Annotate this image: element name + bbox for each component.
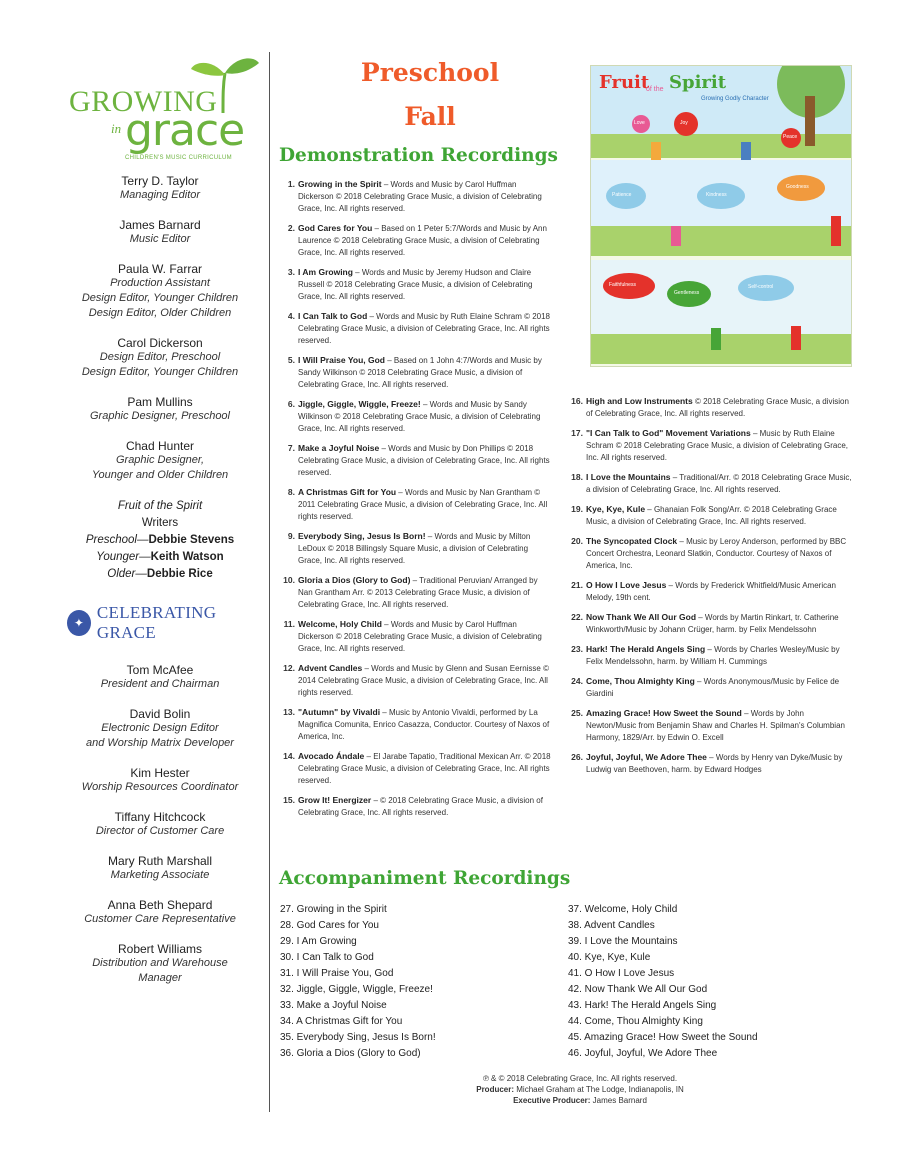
- accompaniment-item: 40. Kye, Kye, Kule: [568, 952, 651, 963]
- track-title: Avocado Ándale: [298, 751, 365, 761]
- accompaniment-item: 46. Joyful, Joyful, We Adore Thee: [568, 1048, 718, 1059]
- column-divider: [269, 52, 270, 1112]
- writer-name: Keith Watson: [150, 551, 224, 563]
- staff-role: Design Editor, Younger Children: [81, 366, 239, 378]
- track-item: [567, 707, 852, 744]
- track-title: I Am Growing: [298, 267, 353, 277]
- track-item: [279, 750, 551, 787]
- track-credit: – Music by Leroy Anderson, performed by BBC Concert Orchestra, Leonard Slatkin, Conductor. Courtesy of Naxos of America, Inc.: [586, 537, 847, 570]
- track-number: 3.: [287, 267, 295, 277]
- demo-recordings-heading: Demonstration Recordings: [279, 145, 558, 166]
- staff-role: Worship Resources Coordinator: [81, 781, 239, 793]
- cover-title-spirit: Spirit: [669, 72, 727, 93]
- cover-title-fruit: Fruit: [599, 72, 650, 93]
- track-title: Advent Candles: [298, 663, 363, 673]
- staff-name: Chad Hunter: [125, 439, 195, 453]
- writer-label: Younger—: [96, 551, 151, 563]
- writers-line2: Writers: [141, 517, 179, 529]
- writer-label: Older—: [107, 568, 147, 580]
- track-body: [586, 503, 852, 528]
- cover-bubble-self-control: Self-control: [748, 284, 774, 290]
- staff-role: Production Assistant: [110, 277, 210, 289]
- track-body: [298, 354, 551, 391]
- staff-entry: [55, 854, 265, 883]
- track-body: [298, 530, 551, 567]
- track-number: 11.: [283, 619, 295, 629]
- accompaniment-item: 34. A Christmas Gift for You: [280, 1016, 403, 1027]
- staff-entry: [55, 766, 265, 795]
- staff-name: James Barnard: [119, 218, 201, 232]
- track-body: [298, 794, 551, 819]
- cover-bubble-love: Love: [634, 120, 645, 126]
- track-item: [279, 618, 551, 655]
- staff-entry: [55, 898, 265, 927]
- track-item: [567, 395, 852, 420]
- track-title: Hark! The Herald Angels Sing: [586, 644, 706, 654]
- track-title: The Syncopated Clock: [586, 536, 678, 546]
- track-item: [567, 503, 852, 528]
- track-credit: – El Jarabe Tapatio, Traditional Mexican Arr. © 2018 Celebrating Grace Music, a division of Celebrating Grace, Inc. All rights reserved.: [298, 752, 551, 785]
- staff-name: Kim Hester: [130, 766, 190, 780]
- track-credit: – Words and Music by Milton LeDoux © 2018 Billingsly Square Music, a division of Celebrating Grace, Inc. All rights reserved.: [298, 532, 531, 565]
- accompaniment-item: 32. Jiggle, Giggle, Wiggle, Freeze!: [280, 984, 433, 995]
- track-number: 24.: [571, 676, 583, 686]
- track-number: 4.: [287, 311, 295, 321]
- staff-role: Director of Customer Care: [95, 825, 225, 837]
- staff-role: President and Chairman: [100, 678, 220, 690]
- staff-role: Graphic Designer, Preschool: [89, 410, 230, 422]
- track-body: [586, 611, 852, 636]
- track-item: [279, 222, 551, 259]
- writer-name: Debbie Rice: [146, 568, 213, 580]
- track-number: 5.: [287, 355, 295, 365]
- track-number: 14.: [283, 751, 295, 761]
- track-title: Welcome, Holy Child: [298, 619, 382, 629]
- track-item: [279, 574, 551, 611]
- track-item: [279, 530, 551, 567]
- staff-entry: [55, 663, 265, 692]
- track-credit: – Words by Martin Rinkart, tr. Catherine Winkworth/Music by Johann Crüger, harm. by Felix Mendelssohn: [586, 613, 839, 634]
- track-number: 9.: [287, 531, 295, 541]
- track-item: [279, 794, 551, 819]
- cover-bubble-goodness: Goodness: [786, 184, 809, 190]
- staff-sidebar: [55, 55, 265, 1001]
- staff-entry: [55, 810, 265, 839]
- cover-title-of-the: of the: [646, 86, 664, 93]
- track-title: Now Thank We All Our God: [586, 612, 697, 622]
- track-body: [298, 398, 551, 435]
- writer-name: Debbie Stevens: [148, 534, 235, 546]
- staff-entry: [55, 336, 265, 380]
- track-title: O How I Love Jesus: [586, 580, 667, 590]
- staff-name: Anna Beth Shepard: [107, 898, 213, 912]
- track-body: [298, 486, 551, 523]
- acc-list-right: [568, 902, 848, 1062]
- track-credit: – Words and Music by Ruth Elaine Schram © 2018 Celebrating Grace Music, a division of Celebrating Grace, Inc. All rights reserved.: [298, 312, 550, 345]
- accompaniment-item: 39. I Love the Mountains: [568, 936, 678, 947]
- cover-bubble-patience: Patience: [612, 192, 632, 198]
- track-item: [567, 751, 852, 776]
- celebrating-grace-wordmark: CELEBRATING GRACE: [96, 603, 217, 642]
- track-credit: – Ghanaian Folk Song/Arr. © 2018 Celebrating Grace Music, a division of Celebrating Grace, Inc. All rights reserved.: [586, 505, 837, 526]
- staff-name: Paula W. Farrar: [117, 262, 203, 276]
- track-item: [279, 266, 551, 303]
- track-number: 15.: [283, 795, 295, 805]
- track-number: 2.: [287, 223, 295, 233]
- writer-label: Preschool—: [85, 534, 149, 546]
- staff-entry: [55, 218, 265, 247]
- track-item: [567, 579, 852, 604]
- track-title: Make a Joyful Noise: [298, 443, 380, 453]
- writer-row: [55, 532, 265, 549]
- track-title: Jiggle, Giggle, Wiggle, Freeze!: [298, 399, 421, 409]
- footer-producer: Michael Graham at The Lodge, Indianapolis, IN: [514, 1085, 684, 1094]
- staff-role: Music Editor: [129, 233, 191, 245]
- celebrating-grace-logo: [67, 603, 265, 643]
- track-body: [298, 662, 551, 699]
- footer-producer-label: Producer:: [476, 1085, 515, 1094]
- track-body: [586, 471, 852, 496]
- celebrating-grace-seal-icon: ✦: [67, 610, 91, 636]
- track-body: [586, 675, 852, 700]
- footer-exec-label: Executive Producer:: [513, 1096, 591, 1105]
- track-title: Everybody Sing, Jesus Is Born!: [298, 531, 426, 541]
- staff-role: Managing Editor: [119, 189, 201, 201]
- track-credit: – Words and Music by Sandy Wilkinson © 2018 Celebrating Grace Music, a division of Celebrating Grace, Inc. All rights reserved.: [298, 400, 541, 433]
- staff-role: Customer Care Representative: [84, 913, 236, 925]
- track-body: [586, 579, 852, 604]
- track-item: [279, 706, 551, 743]
- track-body: [298, 618, 551, 655]
- staff-name: Pam Mullins: [127, 395, 193, 409]
- accompaniment-item: 37. Welcome, Holy Child: [568, 904, 678, 915]
- staff-list-top: [55, 174, 265, 483]
- staff-entry: [55, 262, 265, 321]
- track-item: [567, 643, 852, 668]
- staff-role: Electronic Design Editor: [101, 722, 219, 734]
- track-number: 12.: [283, 663, 295, 673]
- footer-credits: [380, 1073, 780, 1106]
- logo-tagline: CHILDREN'S MUSIC CURRICULUM: [125, 155, 232, 161]
- track-item: [279, 486, 551, 523]
- acc-list-left: [280, 902, 550, 1062]
- track-title: Grow It! Energizer: [298, 795, 372, 805]
- writer-row: [55, 549, 265, 566]
- writers-line1: Fruit of the Spirit: [117, 500, 203, 512]
- writers-block: [55, 498, 265, 583]
- track-credit: – Words and Music by Glenn and Susan Eernisse © 2014 Celebrating Grace Music, a division of Celebrating Grace, Inc. All rights reserved.: [298, 664, 549, 697]
- page-title-preschool: Preschool: [360, 58, 500, 87]
- staff-role: Manager: [138, 972, 182, 984]
- staff-role: Marketing Associate: [110, 869, 210, 881]
- track-number: 1.: [287, 179, 295, 189]
- track-title: Gloria a Dios (Glory to God): [298, 575, 411, 585]
- logo-grace: grace: [125, 105, 245, 156]
- track-body: [298, 442, 551, 479]
- track-title: High and Low Instruments: [586, 396, 693, 406]
- track-credit: – Based on 1 John 4:7/Words and Music by Sandy Wilkinson © 2018 Celebrating Grace Music, a division of Celebrating Grace, Inc. All rights reserved.: [298, 356, 542, 389]
- staff-entry: [55, 439, 265, 483]
- track-title: God Cares for You: [298, 223, 373, 233]
- track-number: 17.: [571, 428, 583, 438]
- track-number: 6.: [287, 399, 295, 409]
- track-body: [298, 750, 551, 787]
- staff-role: Design Editor, Younger Children: [81, 292, 239, 304]
- track-body: [586, 643, 852, 668]
- track-credit: – Words by Charles Wesley/Music by Felix Mendelssohn, harm. by William H. Cummings: [586, 645, 840, 666]
- accompaniment-item: 38. Advent Candles: [568, 920, 655, 931]
- staff-name: Tom McAfee: [126, 663, 194, 677]
- staff-role: Graphic Designer,: [115, 454, 205, 466]
- track-number: 19.: [571, 504, 583, 514]
- track-number: 18.: [571, 472, 583, 482]
- fruit-of-the-spirit-cover: [590, 65, 852, 367]
- track-credit: – Words and Music by Nan Grantham © 2011 Celebrating Grace Music, a division of Celebrating Grace, Inc. All rights reserved.: [298, 488, 548, 521]
- track-number: 26.: [571, 752, 583, 762]
- track-number: 21.: [571, 580, 583, 590]
- accompaniment-item: 28. God Cares for You: [280, 920, 379, 931]
- track-number: 23.: [571, 644, 583, 654]
- track-body: [298, 310, 551, 347]
- track-credit: – © 2018 Celebrating Grace Music, a division of Celebrating Grace, Inc. All rights reserved.: [298, 796, 543, 817]
- track-item: [567, 427, 852, 464]
- accompaniment-item: 33. Make a Joyful Noise: [280, 1000, 387, 1011]
- track-body: [586, 395, 852, 420]
- track-item: [279, 662, 551, 699]
- track-number: 22.: [571, 612, 583, 622]
- cover-bubble-peace: Peace: [783, 134, 798, 140]
- staff-name: Robert Williams: [117, 942, 202, 956]
- accompaniment-item: 35. Everybody Sing, Jesus Is Born!: [280, 1032, 436, 1043]
- track-number: 10.: [283, 575, 295, 585]
- demo-list-right: [567, 395, 852, 783]
- staff-role: Distribution and Warehouse: [92, 957, 228, 969]
- logo-in: in: [111, 121, 122, 136]
- page-title-fall: Fall: [404, 102, 456, 131]
- cover-bubble-faithfulness: Faithfulness: [609, 282, 636, 288]
- track-number: 25.: [571, 708, 583, 718]
- track-body: [298, 178, 551, 215]
- track-item: [279, 442, 551, 479]
- cover-bubble-gentleness: Gentleness: [674, 290, 700, 296]
- track-body: [298, 706, 551, 743]
- track-title: Amazing Grace! How Sweet the Sound: [586, 708, 742, 718]
- track-credit: – Based on 1 Peter 5:7/Words and Music by Ann Laurence © 2018 Celebrating Grace Music, a division of Celebrating Grace, Inc. All rights reserved.: [298, 224, 547, 257]
- track-title: Kye, Kye, Kule: [586, 504, 646, 514]
- track-credit: – Music by Ruth Elaine Schram © 2018 Celebrating Grace Music, a division of Celebrating Grace, Inc. All rights reserved.: [586, 429, 849, 462]
- track-item: [279, 354, 551, 391]
- accompaniment-item: 30. I Can Talk to God: [280, 952, 374, 963]
- track-credit: © 2018 Celebrating Grace Music, a division of Celebrating Grace, Inc. All rights reserved.: [586, 397, 849, 418]
- accompaniment-item: 36. Gloria a Dios (Glory to God): [280, 1048, 421, 1059]
- track-body: [586, 751, 852, 776]
- accompaniment-recordings-heading: Accompaniment Recordings: [279, 868, 571, 889]
- staff-name: David Bolin: [129, 707, 191, 721]
- cover-bubble-joy: Joy: [680, 120, 688, 126]
- track-credit: – Words and Music by Carol Huffman Dickerson © 2018 Celebrating Grace Music, a division of Celebrating Grace, Inc. All rights reserved.: [298, 620, 542, 653]
- track-credit: – Words by Frederick Whitfield/Music American Melody, 19th cent.: [586, 581, 836, 602]
- staff-list-bottom: [55, 663, 265, 986]
- track-credit: – Traditional/Arr. © 2018 Celebrating Grace Music, a division of Celebrating Grace, Inc. All rights reserved.: [586, 473, 852, 494]
- staff-role: and Worship Matrix Developer: [86, 737, 234, 749]
- track-item: [567, 611, 852, 636]
- track-title: A Christmas Gift for You: [298, 487, 397, 497]
- track-title: Come, Thou Almighty King: [586, 676, 695, 686]
- staff-name: Tiffany Hitchcock: [114, 810, 206, 824]
- track-body: [298, 266, 551, 303]
- accompaniment-item: 45. Amazing Grace! How Sweet the Sound: [568, 1032, 758, 1043]
- accompaniment-item: 43. Hark! The Herald Angels Sing: [568, 1000, 717, 1011]
- track-title: Joyful, Joyful, We Adore Thee: [586, 752, 707, 762]
- staff-role: Younger and Older Children: [91, 469, 229, 481]
- track-title: "I Can Talk to God" Movement Variations: [586, 428, 751, 438]
- staff-name: Mary Ruth Marshall: [107, 854, 213, 868]
- track-title: I Will Praise You, God: [298, 355, 385, 365]
- track-number: 20.: [571, 536, 583, 546]
- track-title: I Can Talk to God: [298, 311, 368, 321]
- staff-entry: [55, 395, 265, 424]
- track-body: [298, 574, 551, 611]
- footer-exec: James Barnard: [590, 1096, 647, 1105]
- accompaniment-item: 42. Now Thank We All Our God: [568, 984, 708, 995]
- track-title: "Autumn" by Vivaldi: [298, 707, 381, 717]
- track-credit: – Traditional Peruvian/ Arranged by Nan Grantham Arr. © 2013 Celebrating Grace Music, a division of Celebrating Grace, Inc. All rights reserved.: [298, 576, 538, 609]
- growing-in-grace-logo: [55, 55, 265, 170]
- staff-name: Carol Dickerson: [117, 336, 203, 350]
- track-credit: – Words Anonymous/Music by Felice de Giardini: [586, 677, 840, 698]
- track-credit: – Words and Music by Jeremy Hudson and Claire Russell © 2018 Celebrating Grace Music, a division of Celebrating Grace, Inc. All rights reserved.: [298, 268, 533, 301]
- track-body: [586, 707, 852, 744]
- track-number: 8.: [287, 487, 295, 497]
- accompaniment-item: 41. O How I Love Jesus: [568, 968, 675, 979]
- track-item: [279, 310, 551, 347]
- track-body: [586, 427, 852, 464]
- cover-subtitle: Growing Godly Character: [701, 96, 769, 102]
- accompaniment-item: 44. Come, Thou Almighty King: [568, 1016, 703, 1027]
- track-number: 13.: [283, 707, 295, 717]
- track-title: Growing in the Spirit: [298, 179, 382, 189]
- staff-name: Terry D. Taylor: [121, 174, 199, 188]
- track-credit: – Music by Antonio Vivaldi, performed by La Magnifica Comunita, Enrico Casazza, Conductor. Courtesy of Naxos of America, Inc.: [298, 708, 550, 741]
- track-credit: – Words by Henry van Dyke/Music by Ludwig van Beethoven, harm. by Edward Hodges: [586, 753, 843, 774]
- track-credit: – Words by John Newton/Music from Benjamin Shaw and Charles H. Spilman's Columbian Harmony, 1829/Arr. by Edwin O. Excell: [586, 709, 845, 742]
- demo-list-left: [279, 178, 551, 826]
- track-body: [298, 222, 551, 259]
- logo-growing: GROWING: [69, 85, 218, 118]
- track-number: 16.: [571, 396, 583, 406]
- track-credit: – Words and Music by Carol Huffman Dickerson © 2018 Celebrating Grace Music, a division of Celebrating Grace, Inc. All rights reserved.: [298, 180, 542, 213]
- track-item: [279, 398, 551, 435]
- track-body: [586, 535, 852, 572]
- track-item: [567, 471, 852, 496]
- writer-row: [55, 566, 265, 583]
- track-item: [567, 535, 852, 572]
- track-number: 7.: [287, 443, 295, 453]
- cover-bubble-kindness: Kindness: [706, 192, 727, 198]
- track-item: [279, 178, 551, 215]
- staff-entry: [55, 707, 265, 751]
- track-title: I Love the Mountains: [586, 472, 671, 482]
- accompaniment-item: 29. I Am Growing: [280, 936, 357, 947]
- accompaniment-item: 31. I Will Praise You, God: [280, 968, 394, 979]
- staff-entry: [55, 942, 265, 986]
- staff-role: Design Editor, Preschool: [99, 351, 221, 363]
- footer-copyright: ℗ & © 2018 Celebrating Grace, Inc. All rights reserved.: [482, 1074, 678, 1083]
- staff-role: Design Editor, Older Children: [88, 307, 232, 319]
- track-item: [567, 675, 852, 700]
- accompaniment-item: 27. Growing in the Spirit: [280, 904, 387, 915]
- track-credit: – Words and Music by Don Phillips © 2018 Celebrating Grace Music, a division of Celebrating Grace, Inc. All rights reserved.: [298, 444, 550, 477]
- staff-entry: [55, 174, 265, 203]
